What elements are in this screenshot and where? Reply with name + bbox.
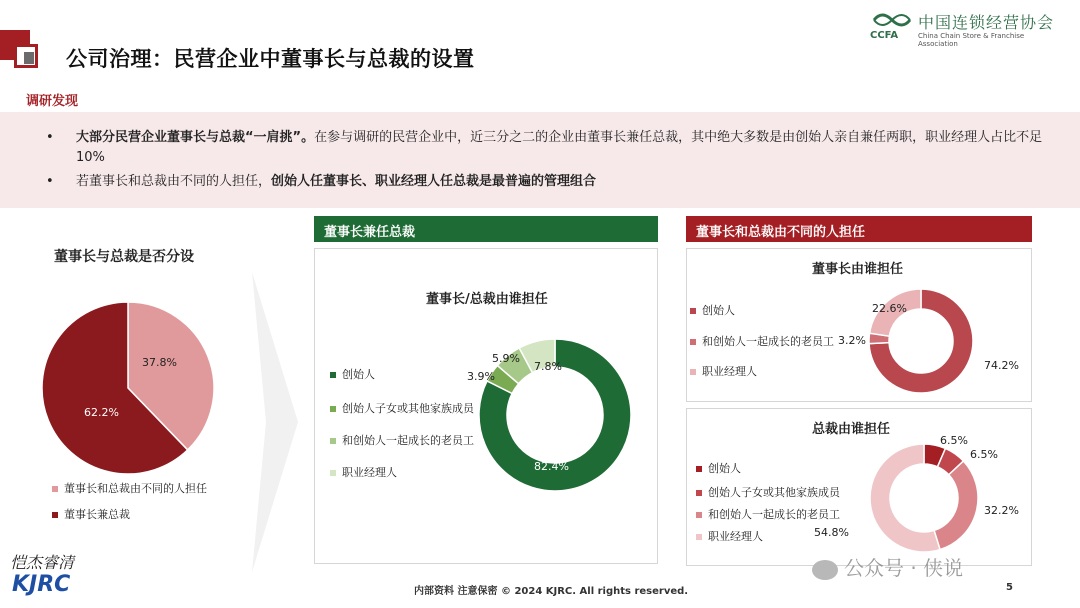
legend-item-2-4 — [330, 464, 397, 480]
legend-label: 和创始人一起成长的老员工 — [342, 434, 474, 447]
legend-swatch — [696, 466, 702, 472]
legend-swatch — [330, 470, 336, 476]
ceo-donut-chart — [866, 440, 982, 556]
watermark-text: 公众号 · 侠说 — [844, 556, 964, 580]
ccfa-emblem-icon — [872, 10, 912, 30]
finding-1-bold: 大部分民营企业董事长与总裁“一肩挑”。 — [76, 130, 315, 145]
legend-swatch — [690, 308, 696, 314]
arrow-divider-icon — [252, 272, 302, 572]
wechat-icon — [812, 560, 838, 580]
bullet-dot: • — [46, 174, 54, 189]
logo-abbreviation: CCFA — [870, 30, 899, 41]
legend-swatch — [330, 438, 336, 444]
finding-2-bold: 创始人任董事长、职业经理人任总裁是最普遍的管理组合 — [271, 174, 597, 189]
legend-label: 创始人 — [708, 462, 741, 475]
legend-label: 董事长兼总裁 — [64, 508, 130, 521]
legend-swatch — [330, 372, 336, 378]
legend-label: 董事长和总裁由不同的人担任 — [64, 482, 207, 495]
chairman-chart-title: 董事长由谁担任 — [812, 262, 904, 277]
legend-item-3-2 — [690, 333, 834, 349]
middle-chart-title: 董事长/总裁由谁担任 — [426, 292, 548, 307]
data-label-4-4: 54.8% — [814, 526, 849, 539]
kjrc-signature: 恺杰睿清 — [10, 553, 75, 572]
legend-label: 职业经理人 — [342, 466, 397, 479]
legend-label: 创始人 — [702, 304, 735, 317]
legend-swatch — [690, 369, 696, 375]
legend-swatch — [696, 512, 702, 518]
finding-2-pre: 若董事长和总裁由不同的人担任， — [76, 174, 272, 189]
finding-1-text: 在参与调研的民营企业中，近三分之二的企业由董事长兼任总裁，其中绝大多数是由创始人亲自兼任两职，职业经理人占比不足10% — [76, 130, 1043, 165]
left-chart-title: 董事长与总裁是否分设 — [54, 249, 194, 265]
legend-swatch — [52, 486, 58, 492]
legend-label: 创始人子女或其他家族成员 — [708, 486, 840, 499]
legend-item-3-1 — [690, 302, 735, 318]
page-title: 公司治理：民营企业中董事长与总裁的设置 — [66, 47, 475, 71]
legend-label: 和创始人一起成长的老员工 — [702, 335, 834, 348]
legend-item-1-2 — [52, 506, 130, 522]
kjrc-brand: KJRC — [12, 572, 71, 597]
data-label-1-2: 62.2% — [84, 406, 119, 419]
findings-label: 调研发现 — [26, 94, 79, 109]
data-label-4-2: 6.5% — [970, 448, 998, 461]
legend-swatch — [696, 490, 702, 496]
legend-item-2-1 — [330, 366, 375, 382]
legend-item-3-3 — [690, 363, 757, 379]
legend-item-4-1 — [696, 460, 741, 476]
legend-swatch — [696, 534, 702, 540]
data-label-2-1: 82.4% — [534, 460, 569, 473]
legend-label: 职业经理人 — [702, 365, 757, 378]
legend-swatch — [52, 512, 58, 518]
data-label-3-2: 3.2% — [838, 334, 866, 347]
legend-label: 创始人 — [342, 368, 375, 381]
middle-panel-header: 董事长兼任总裁 — [314, 216, 658, 242]
legend-swatch — [330, 406, 336, 412]
footer-text: 内部资料 注意保密 © 2024 KJRC. All rights reserved. — [414, 586, 689, 597]
legend-item-4-3 — [696, 506, 840, 522]
data-label-2-4: 7.8% — [534, 360, 562, 373]
corner-logo-mark — [0, 30, 38, 70]
data-label-3-1: 74.2% — [984, 359, 1019, 372]
data-label-2-3: 5.9% — [492, 352, 520, 365]
data-label-4-1: 6.5% — [940, 434, 968, 447]
page-number: 5 — [1006, 582, 1013, 593]
kjrc-logo — [12, 572, 70, 597]
ceo-chart-title: 总裁由谁担任 — [812, 422, 891, 437]
legend-item-2-3 — [330, 432, 474, 448]
data-label-1-1: 37.8% — [142, 356, 177, 369]
legend-swatch — [690, 339, 696, 345]
legend-item-4-2 — [696, 484, 840, 500]
logo-english-name: China Chain Store & Franchise Association — [918, 32, 1025, 48]
bullet-dot: • — [46, 130, 54, 145]
legend-label: 职业经理人 — [708, 530, 763, 543]
legend-label: 创始人子女或其他家族成员 — [342, 402, 474, 415]
watermark — [812, 552, 963, 581]
legend-item-2-2 — [330, 400, 474, 416]
legend-item-4-4 — [696, 528, 763, 544]
slice-4-3 — [934, 461, 978, 550]
logo-chinese-name: 中国连锁经营协会 — [918, 13, 1055, 32]
data-label-2-2: 3.9% — [467, 370, 495, 383]
separation-pie-chart — [40, 300, 216, 476]
right-panel-header: 董事长和总裁由不同的人担任 — [686, 216, 1032, 242]
legend-label: 和创始人一起成长的老员工 — [708, 508, 840, 521]
data-label-3-3: 22.6% — [872, 302, 907, 315]
data-label-4-3: 32.2% — [984, 504, 1019, 517]
legend-item-1-1 — [52, 480, 207, 496]
ccfa-logo — [870, 8, 1066, 48]
